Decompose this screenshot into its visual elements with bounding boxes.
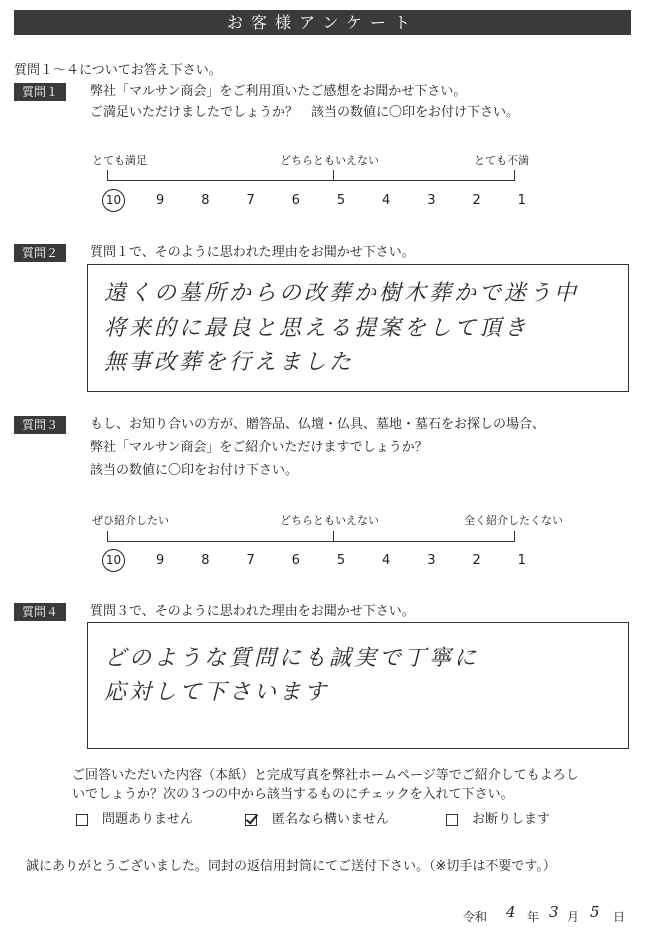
q3-number-1[interactable]: 1	[517, 553, 526, 568]
date-era: 令和	[463, 910, 488, 924]
q1-scale-tick-left	[107, 170, 108, 181]
intro-text: 質問１～４についてお答え下さい。	[14, 63, 222, 78]
q3-number-5[interactable]: 5	[336, 553, 346, 568]
q1-scale-line	[107, 180, 514, 181]
q1-line1: 弊社「マルサン商会」をご利用頂いたご感想をお聞かせ下さい。	[90, 84, 467, 99]
q3-line1: もし、お知り合いの方が、贈答品、仏壇・仏具、墓地・墓石をお探しの場合、	[90, 417, 546, 432]
survey-title: お客様アンケート	[14, 10, 631, 35]
q2-answer-line2: 将来的に最良と思える提案をして頂き	[104, 316, 530, 341]
q3-line3: 該当の数値に〇印をお付け下さい。	[90, 463, 299, 478]
checkbox-anonymous-ok[interactable]	[245, 814, 257, 826]
date-year: 4	[506, 903, 516, 921]
option-decline-label: お断りします	[472, 812, 551, 827]
option-no-problem-label: 問題ありません	[102, 812, 194, 827]
q3-scale-tick-right	[514, 531, 515, 542]
option-anonymous-ok-label: 匿名なら構いません	[272, 812, 390, 827]
q3-number-8[interactable]: 8	[201, 553, 210, 568]
q2-prompt: 質問１で、そのように思われた理由をお聞かせ下さい。	[90, 245, 415, 260]
q3-number-4[interactable]: 4	[382, 553, 391, 568]
q3-number-6[interactable]: 6	[291, 553, 300, 568]
q1-scale-tick-right	[514, 170, 515, 181]
q3-number-3[interactable]: 3	[427, 553, 436, 568]
q1-number-2[interactable]: 2	[472, 193, 481, 208]
q1-scale-mid-label: どちらともいえない	[280, 154, 379, 167]
q2-answer-line3: 無事改葬を行えました	[104, 350, 355, 375]
q1-number-10[interactable]: 10	[102, 189, 125, 212]
q3-number-10[interactable]: 10	[102, 549, 125, 572]
q4-answer-line2: 応対して下さいます	[104, 680, 330, 705]
date-day: 5	[590, 903, 600, 921]
q1-number-9[interactable]: 9	[156, 193, 165, 208]
q3-line2: 弊社「マルサン商会」をご紹介いただけますでしょうか？	[90, 440, 428, 455]
q1-number-4[interactable]: 4	[382, 193, 391, 208]
q1-number-7[interactable]: 7	[246, 193, 255, 208]
q1-number-5[interactable]: 5	[336, 193, 346, 208]
date-year-unit: 年	[527, 910, 540, 924]
q1-label: 質問１	[14, 83, 66, 101]
consent-line1: ご回答いただいた内容（本紙）と完成写真を弊社ホームページ等でご紹介してもよろし	[72, 768, 579, 783]
q3-number-2[interactable]: 2	[472, 553, 481, 568]
q3-scale-mid-label: どちらともいえない	[280, 514, 379, 527]
q3-scale-line	[107, 541, 514, 542]
checkbox-decline[interactable]	[446, 814, 458, 826]
q3-number-7[interactable]: 7	[246, 553, 255, 568]
q4-prompt: 質問３で、そのように思われた理由をお聞かせ下さい。	[90, 604, 415, 619]
q1-line2: ご満足いただけましたでしょうか？ 該当の数値に〇印をお付け下さい。	[90, 105, 520, 120]
date-month: 3	[549, 903, 559, 921]
q1-number-8[interactable]: 8	[201, 193, 210, 208]
q1-scale-tick-mid	[333, 170, 334, 181]
q1-number-1[interactable]: 1	[517, 193, 526, 208]
consent-line2: いでしょうか？次の３つの中から該当するものにチェックを入れて下さい。	[72, 787, 514, 802]
q2-answer-line1: 遠くの墓所からの改葬か樹木葬かで迷う中	[104, 281, 580, 306]
q1-scale-right-label: とても不満	[474, 154, 529, 167]
q3-label: 質問３	[14, 416, 66, 434]
q1-scale-left-label: とても満足	[92, 154, 147, 167]
date-month-unit: 月	[567, 910, 580, 924]
date-day-unit: 日	[613, 910, 626, 924]
q3-scale-tick-mid	[333, 531, 334, 542]
thanks-message: 誠にありがとうございました。同封の返信用封筒にてご送付下さい。（※切手は不要です。）	[26, 859, 556, 874]
q1-number-3[interactable]: 3	[427, 193, 436, 208]
q3-scale-left-label: ぜひ紹介したい	[92, 514, 169, 527]
q3-scale-tick-left	[107, 531, 108, 542]
q2-label: 質問２	[14, 244, 66, 262]
q3-number-9[interactable]: 9	[156, 553, 165, 568]
q1-number-6[interactable]: 6	[291, 193, 300, 208]
q4-answer-line1: どのような質問にも誠実で丁寧に	[104, 646, 480, 671]
q4-label: 質問４	[14, 603, 66, 621]
checkbox-no-problem[interactable]	[76, 814, 88, 826]
q3-scale-right-label: 全く紹介したくない	[464, 514, 563, 527]
